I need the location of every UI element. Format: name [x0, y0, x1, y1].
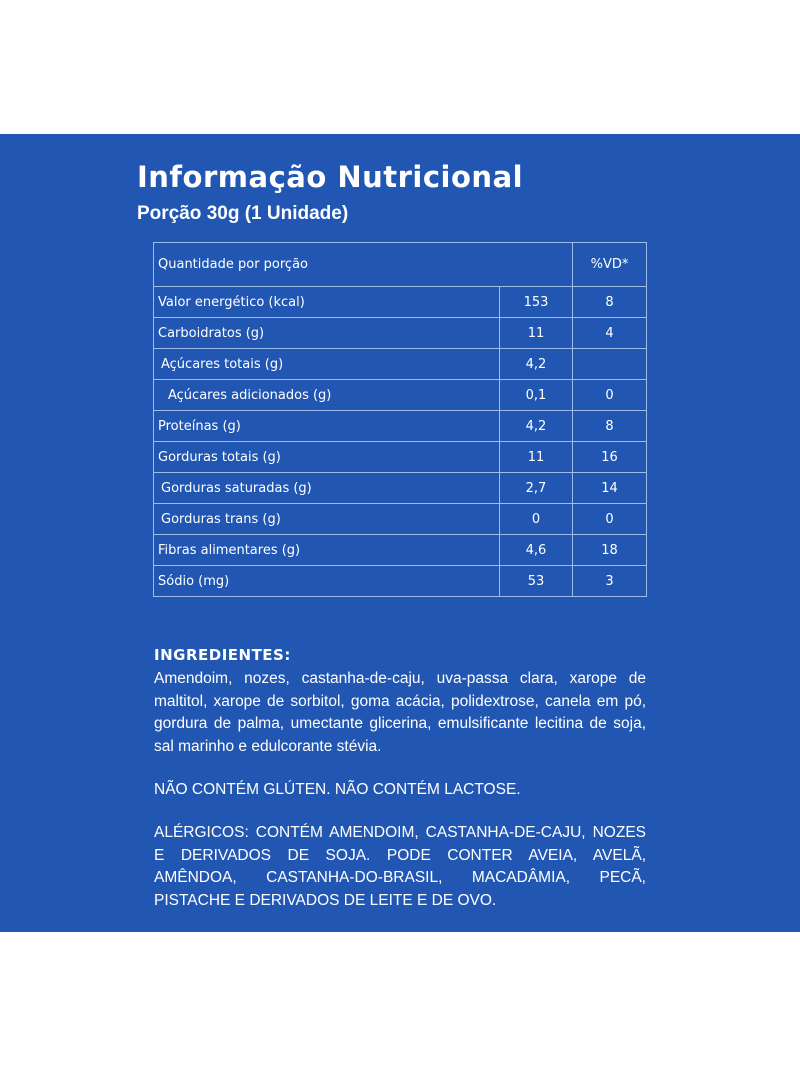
table-row — [154, 473, 647, 504]
nutrient-vd: 4 — [573, 318, 647, 349]
nutrient-label: Sódio (mg) — [154, 566, 500, 597]
nutrient-label: Proteínas (g) — [154, 411, 500, 442]
nutrient-amount: 153 — [500, 287, 573, 318]
table-row — [154, 349, 647, 380]
nutrient-vd: 8 — [573, 411, 647, 442]
header-quantity-label: Quantidade por porção — [154, 243, 573, 287]
nutrient-vd: 16 — [573, 442, 647, 473]
nutrition-table — [153, 242, 647, 597]
table-row — [154, 411, 647, 442]
nutrient-amount: 0 — [500, 504, 573, 535]
nutrient-amount: 11 — [500, 318, 573, 349]
gluten-lactose-notice: NÃO CONTÉM GLÚTEN. NÃO CONTÉM LACTOSE. — [154, 781, 521, 798]
table-row — [154, 535, 647, 566]
nutrient-vd: 18 — [573, 535, 647, 566]
serving-size: Porção 30g (1 Unidade) — [137, 203, 349, 224]
table-row — [154, 442, 647, 473]
nutrient-amount: 0,1 — [500, 380, 573, 411]
table-row — [154, 504, 647, 535]
allergens-notice: ALÉRGICOS: CONTÉM AMENDOIM, CASTANHA-DE-CAJU, NOZES E DERIVADOS DE SOJA. PODE CONTER AVEIA, AVELÃ, AMÊNDOA, CASTANHA-DO-BRASIL, MACADÂMIA, PECÃ, PISTACHE E DERIVADOS DE LEITE E DE OVO. — [154, 824, 646, 909]
nutrient-vd: 0 — [573, 380, 647, 411]
nutrient-label: Açúcares adicionados (g) — [154, 380, 500, 411]
nutrient-amount: 4,6 — [500, 535, 573, 566]
nutrient-vd: 0 — [573, 504, 647, 535]
table-row — [154, 566, 647, 597]
nutrient-label: Gorduras trans (g) — [154, 504, 500, 535]
ingredients-text: Amendoim, nozes, castanha-de-caju, uva-passa clara, xarope de maltitol, xarope de sorbitol, goma acácia, polidextrose, canela em pó, gordura de palma, umectante glicerina, emulsificante lecitina de soja, sal marinho e edulcorante stévia. — [154, 670, 646, 755]
table-header-row — [154, 243, 647, 287]
nutrient-amount: 11 — [500, 442, 573, 473]
table-row — [154, 380, 647, 411]
header-vd-label: %VD* — [573, 243, 647, 287]
nutrient-label: Açúcares totais (g) — [154, 349, 500, 380]
table-row — [154, 318, 647, 349]
nutrient-vd — [573, 349, 647, 380]
nutrient-amount: 2,7 — [500, 473, 573, 504]
nutrient-label: Carboidratos (g) — [154, 318, 500, 349]
table-row — [154, 287, 647, 318]
ingredients-heading: INGREDIENTES: — [154, 646, 291, 664]
nutrient-label: Fibras alimentares (g) — [154, 535, 500, 566]
nutrient-vd: 3 — [573, 566, 647, 597]
page-title: Informação Nutricional — [137, 160, 524, 194]
nutrient-label: Gorduras saturadas (g) — [154, 473, 500, 504]
nutrient-label: Valor energético (kcal) — [154, 287, 500, 318]
nutrient-vd: 14 — [573, 473, 647, 504]
nutrient-amount: 4,2 — [500, 349, 573, 380]
nutrient-amount: 4,2 — [500, 411, 573, 442]
nutrient-label: Gorduras totais (g) — [154, 442, 500, 473]
nutrient-vd: 8 — [573, 287, 647, 318]
nutrient-amount: 53 — [500, 566, 573, 597]
